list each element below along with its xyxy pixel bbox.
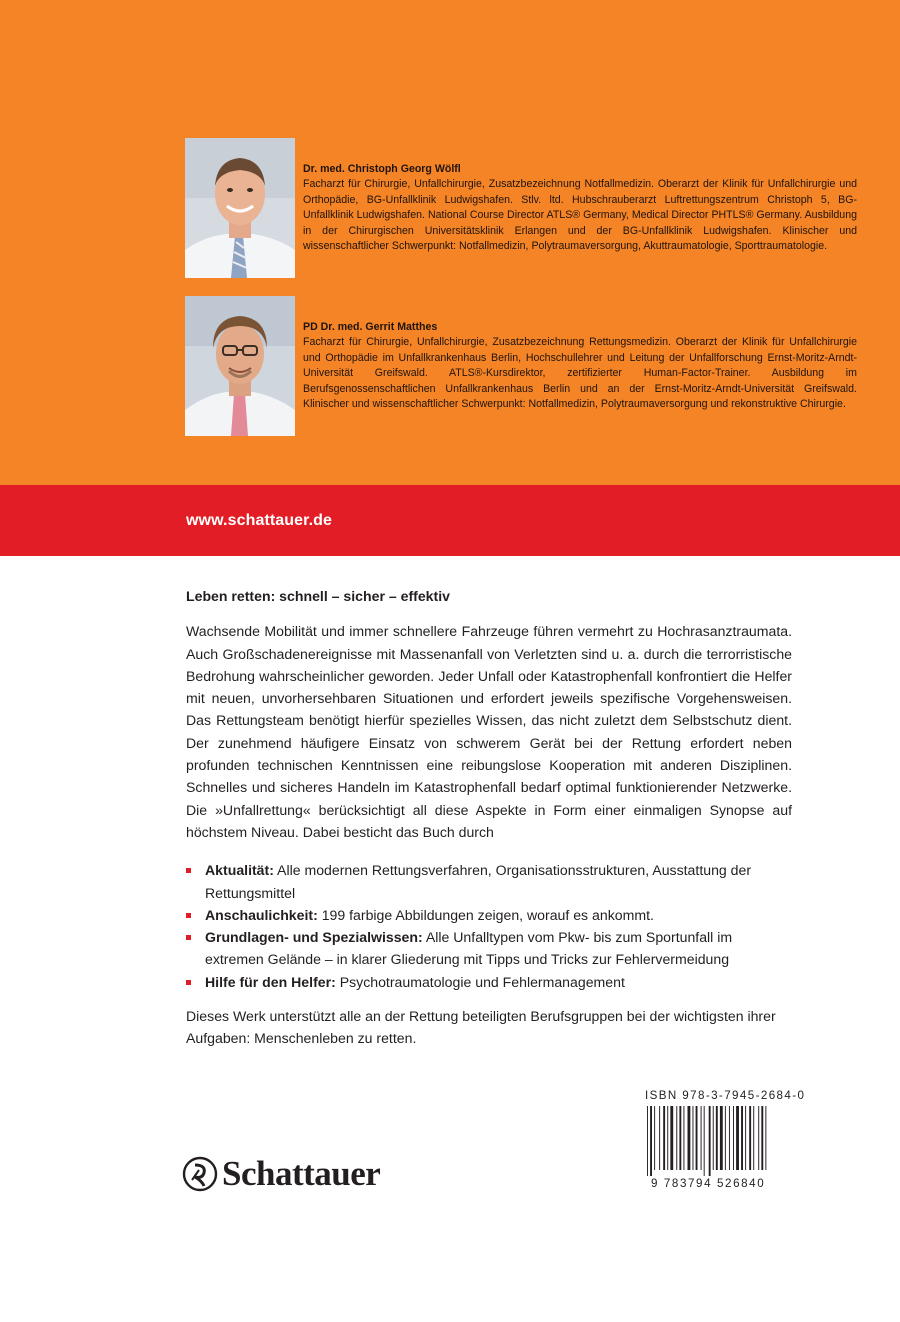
author-name: Dr. med. Christoph Georg Wölfl xyxy=(303,163,461,175)
isbn-barcode xyxy=(645,1106,775,1176)
barcode-bar xyxy=(745,1106,746,1170)
barcode-bar xyxy=(758,1106,759,1170)
author-description: Facharzt für Chirurgie, Unfallchirurgie, Zusatzbezeichnung Rettungsmedizin. Oberarzt der Klinik für Unfallchirurgie und Orthopädie im Unfallkrankenhaus Berlin, Hochschullehrer und Leitung der Unfallforschung Ernst-Moritz-Arndt-Universität Greifswald. ATLS®-Kursdirektor, zertifizierter Human-Factor-Trainer. Ausbildung im Berufsgenossenschaftlichen Unfallkrankenhaus Berlin und an der Ernst-Moritz-Arndt-Universität Greifswald. Klinischer und wissenschaftlicher Schwerpunkt: Notfallmedizin, Polytraumaversorgung und rekonstruktive Chirurgie. xyxy=(303,336,857,411)
barcode-bar xyxy=(713,1106,714,1170)
blurb-intro: Wachsende Mobilität und immer schnellere Fahrzeuge führen vermehrt zu Hochrasanztraumata. Auch Großschadenereignisse mit Massenanfall von Verletzten sind u. a. durch die terrorristische Bedrohung wahrscheinlicher geworden. Jeder Unfall oder Katastrophenfall konfrontiert die Helfer mit neuen, unvorhersehbaren Situationen und erfordert jeweils spezifische Vorgehensweisen. Das Rettungsteam benötigt hierfür spezielles Wissen, das nicht zuletzt dem Selbstschutz dient. Der zunehmend häufigere Einsatz von schwerem Gerät bei der Rettung erfordert neben profunden technischen Kenntnissen eine reibungslose Kooperation mit anderen Disziplinen. Schnelles und sicheres Handeln im Katastrophenfall bedarf optimal funktionierender Netzwerke. Die »Unfallrettung« berücksichtigt all diese Aspekte in Form einer einmaligen Synopse auf höchstem Niveau. Dabei besticht das Buch durch xyxy=(186,623,792,840)
barcode-bar xyxy=(704,1106,705,1176)
publisher-logo xyxy=(182,1152,380,1196)
publisher-name: Schattauer xyxy=(222,1154,381,1193)
blurb-headline: Leben retten: schnell – sicher – effektiv xyxy=(186,588,450,604)
bullet-icon xyxy=(186,980,191,985)
barcode-bar xyxy=(733,1106,734,1170)
feature-term: Grundlagen- und Spezialwissen: xyxy=(205,929,423,946)
author-bio xyxy=(303,162,857,254)
blurb-closing: Dieses Werk unterstützt alle an der Rettung beteiligten Berufsgruppen bei der wichtigsten ihrer Aufgaben: Menschenleben zu retten. xyxy=(186,1008,776,1047)
barcode-bar xyxy=(650,1106,652,1176)
barcode-bar xyxy=(761,1106,763,1170)
author-bio xyxy=(303,320,857,412)
author-photo xyxy=(185,296,295,436)
feature-term: Hilfe für den Helfer: xyxy=(205,973,336,990)
barcode-bar xyxy=(659,1106,660,1170)
isbn-label: ISBN 978-3-7945-2684-0 xyxy=(645,1089,806,1102)
bullet-icon xyxy=(186,935,191,940)
barcode-bar xyxy=(654,1106,655,1170)
blurb xyxy=(186,585,792,1050)
feature-term: Aktualität: xyxy=(205,862,274,879)
barcode-bar xyxy=(749,1106,751,1170)
author-name: PD Dr. med. Gerrit Matthes xyxy=(303,321,438,333)
feature-text: 199 farbige Abbildungen zeigen, worauf es ankommt. xyxy=(317,906,654,923)
barcode-bar xyxy=(709,1106,711,1176)
barcode-bar xyxy=(701,1106,702,1170)
website-banner xyxy=(0,485,900,556)
barcode-bar xyxy=(683,1106,684,1170)
list-item xyxy=(186,926,792,971)
barcode-bar xyxy=(729,1106,730,1170)
portrait-illustration xyxy=(185,296,295,436)
author-photo xyxy=(185,138,295,278)
feature-term: Anschaulichkeit: xyxy=(205,906,318,923)
barcode-bar xyxy=(696,1106,698,1170)
barcode-bar xyxy=(741,1106,743,1170)
feature-list xyxy=(186,859,792,993)
feature-text: Alle Unfalltypen vom Pkw- bis zum Sportunfall im extremen Gelände – in klarer Gliederung mit Tipps und Tricks zur Fehlervermeidung xyxy=(205,929,733,968)
barcode-bar xyxy=(679,1106,681,1170)
bullet-icon xyxy=(186,913,191,918)
author-description: Facharzt für Chirurgie, Unfallchirurgie, Zusatzbezeichnung Notfallmedizin. Oberarzt der Klinik für Unfallchirurgie und Orthopädie, BG-Unfallklinik Ludwigshafen. Stlv. ltd. Hubschrauberarzt Luftrettungszentrum Christoph 5, BG-Unfallklinik Ludwigshafen. National Course Director ATLS® Germany, Medical Director PHTLS® Germany. Ausbildung in der Chirurgischen Universitätsklinik Erlangen und der BG-Unfallklinik Ludwigshafen. Klinischer und wissenschaftlicher Schwerpunkt: Notfallmedizin, Polytraumaversorgung, Akuttraumatologie, Sporttraumatologie. xyxy=(303,178,857,253)
feature-text: Psychotraumatologie und Fehlermanagement xyxy=(335,973,625,990)
barcode-bar xyxy=(647,1106,648,1176)
barcode-bar xyxy=(716,1106,718,1170)
barcode-bar xyxy=(725,1106,726,1170)
list-item xyxy=(186,904,792,926)
barcode-bar xyxy=(736,1106,739,1170)
list-item xyxy=(186,971,792,993)
barcode-bar xyxy=(688,1106,691,1170)
bullet-icon xyxy=(186,868,191,873)
barcode-bar xyxy=(667,1106,668,1170)
barcode-bar xyxy=(670,1106,673,1170)
barcode-bar xyxy=(753,1106,754,1170)
portrait-illustration xyxy=(185,138,295,278)
website-link[interactable]: www.schattauer.de xyxy=(186,512,333,529)
barcode-digits: 9 783794 526840 xyxy=(651,1177,766,1190)
feature-text: Alle modernen Rettungsverfahren, Organisationsstrukturen, Ausstattung der Rettungsmittel xyxy=(205,862,752,901)
barcode-bar xyxy=(720,1106,723,1170)
publisher-emblem-icon xyxy=(182,1156,218,1192)
barcode-bar xyxy=(676,1106,677,1170)
barcode-bar xyxy=(765,1106,766,1170)
list-item xyxy=(186,859,792,904)
barcode-bar xyxy=(663,1106,665,1170)
barcode-bar xyxy=(693,1106,694,1170)
